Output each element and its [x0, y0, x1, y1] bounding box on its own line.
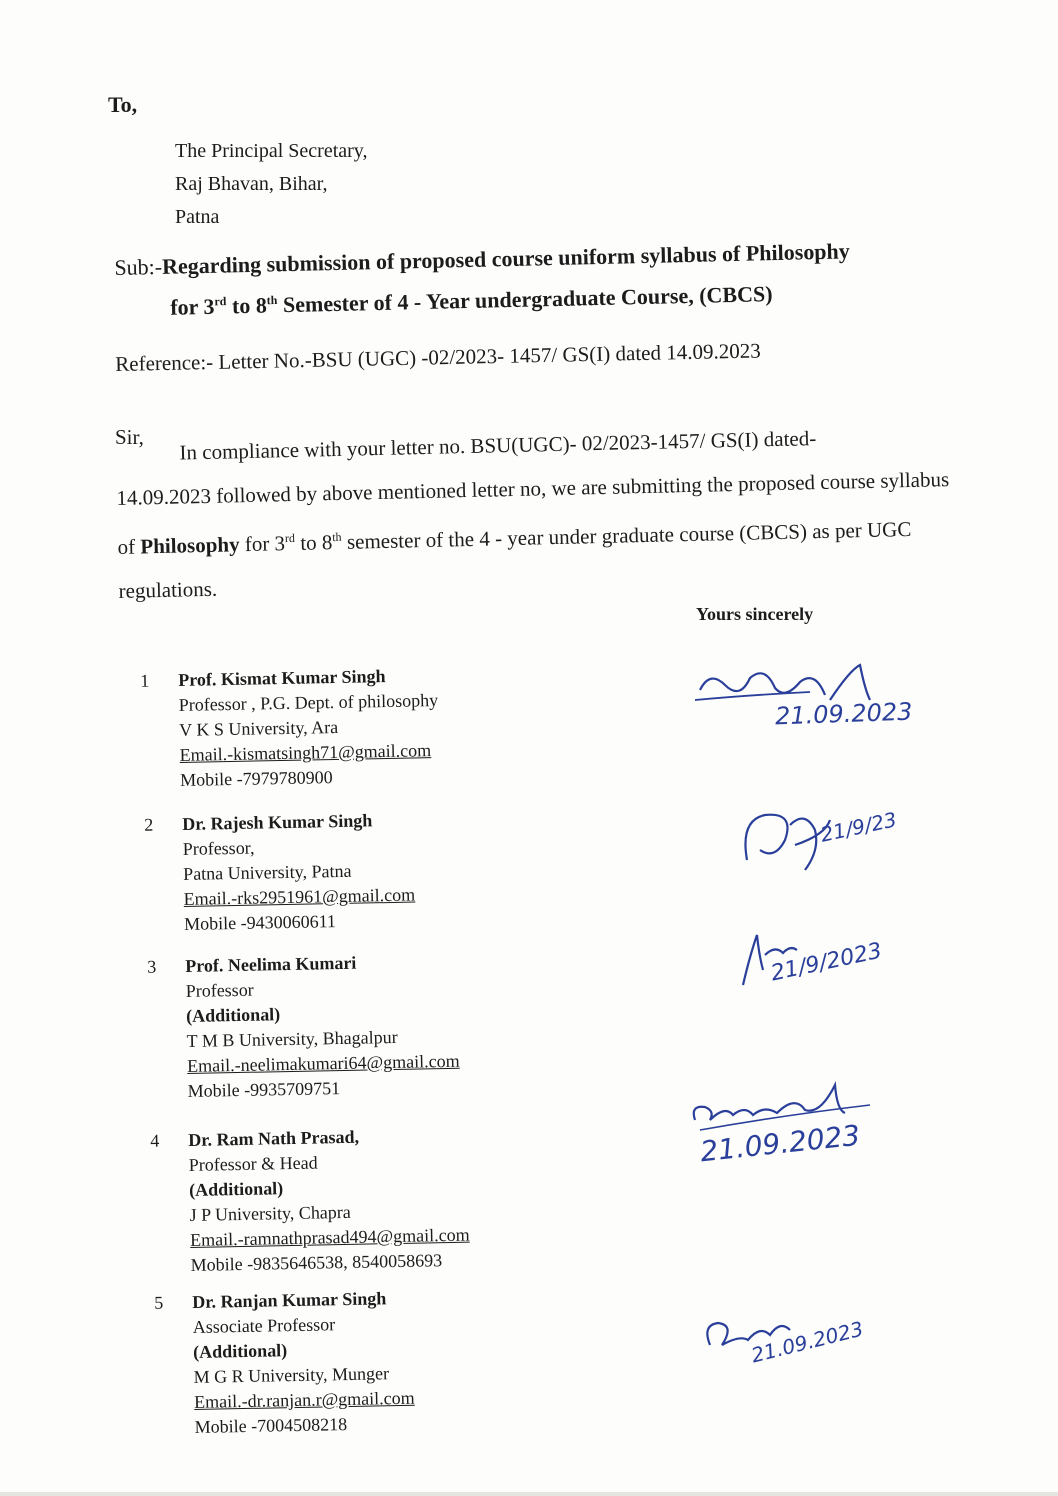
signature-3 [735, 925, 885, 1000]
member-number: 3 [147, 956, 157, 977]
member-name: Dr. Rajesh Kumar Singh [182, 810, 373, 834]
signature-5 [700, 1305, 866, 1368]
signature-4 [685, 1075, 915, 1169]
signature-2-date: 21/9/23 [818, 807, 899, 847]
body-paragraph-1: In compliance with your letter no. BSU(UGC)- 02/2023-1457/ GS(I) dated- [179, 426, 817, 465]
signature-5-date: 21.09.2023 [748, 1316, 866, 1368]
member-number: 4 [150, 1130, 160, 1151]
member-additional: (Additional) [192, 1340, 288, 1362]
signature-3-date: 21/9/2023 [768, 938, 885, 987]
member-name: Prof. Neelima Kumari [185, 952, 357, 976]
member-designation: Professor , P.G. Dept. of philosophy [178, 690, 439, 715]
address-line-3: Patna [175, 206, 220, 228]
letter-body [115, 413, 969, 613]
member-designation: Professor [185, 979, 254, 1001]
member-university: M G R University, Munger [193, 1363, 390, 1387]
address-line-2: Raj Bhavan, Bihar, [175, 173, 328, 195]
member-additional: (Additional) [188, 1178, 284, 1200]
member-email[interactable]: Email.-rks2951961@gmail.com [183, 884, 416, 909]
member-mobile: Mobile -9835646538, 8540058693 [190, 1250, 443, 1275]
member-mobile: Mobile -7004508218 [194, 1414, 348, 1437]
member-number: 2 [144, 814, 154, 835]
member-number: 5 [154, 1292, 164, 1313]
member-mobile: Mobile -9430060611 [183, 911, 337, 934]
body-paragraph-2: 14.09.2023 followed by above mentioned letter no, we are submitting the proposed course syllabus of Philosophy for 3rd to 8th semester of the 4 - year under graduate course (CBCS) as per UGC regulations. [116, 467, 950, 603]
member-name: Dr. Ram Nath Prasad, [188, 1126, 360, 1150]
member-5 [154, 1286, 415, 1440]
member-1 [140, 663, 440, 793]
member-4 [150, 1123, 470, 1278]
signature-1-date: 21.09.2023 [774, 697, 913, 731]
member-number: 1 [140, 670, 150, 691]
member-email[interactable]: Email.-ramnathprasad494@gmail.com [189, 1224, 470, 1250]
closing-yours-sincerely: Yours sincerely [696, 604, 814, 624]
salutation-to: To, [108, 92, 138, 117]
member-additional: (Additional) [185, 1004, 281, 1026]
member-3 [147, 949, 460, 1104]
address-line-1: The Principal Secretary, [175, 140, 368, 162]
member-email[interactable]: Email.-dr.ranjan.r@gmail.com [193, 1387, 415, 1412]
subject-line-2: for 3rd to 8th Semester of 4 - Year undergraduate Course, (CBCS) [170, 281, 773, 321]
salutation-sir: Sir, [115, 425, 144, 449]
member-mobile: Mobile -7979780900 [179, 767, 333, 790]
member-university: Patna University, Patna [182, 860, 352, 884]
page-bottom-edge [0, 1492, 1058, 1496]
member-name: Prof. Kismat Kumar Singh [178, 666, 386, 690]
member-email[interactable]: Email.-neelimakumari64@gmail.com [186, 1050, 460, 1076]
member-mobile: Mobile -9935709751 [187, 1078, 341, 1101]
subject-line-1: Regarding submission of proposed course uniform syllabus of Philosophy [161, 238, 851, 279]
member-university: J P University, Chapra [189, 1201, 351, 1225]
member-name: Dr. Ranjan Kumar Singh [192, 1288, 387, 1312]
member-university: T M B University, Bhagalpur [186, 1026, 398, 1051]
signature-2 [735, 800, 915, 885]
signature-4-scribble [685, 1075, 915, 1125]
member-email[interactable]: Email.-kismatsingh71@gmail.com [179, 740, 432, 765]
member-2 [144, 808, 416, 937]
signature-1 [690, 660, 980, 745]
member-university: V K S University, Ara [178, 716, 339, 740]
member-designation: Associate Professor [192, 1314, 336, 1337]
member-designation: Professor & Head [188, 1152, 318, 1175]
member-designation: Professor, [182, 837, 255, 859]
subject-prefix: Sub:- [114, 253, 163, 280]
reference-line: Reference:- Letter No.-BSU (UGC) -02/2023- 1457/ GS(I) dated 14.09.2023 [115, 338, 761, 376]
subject-line [114, 233, 851, 327]
signature-4-date: 21.09.2023 [698, 1118, 862, 1169]
